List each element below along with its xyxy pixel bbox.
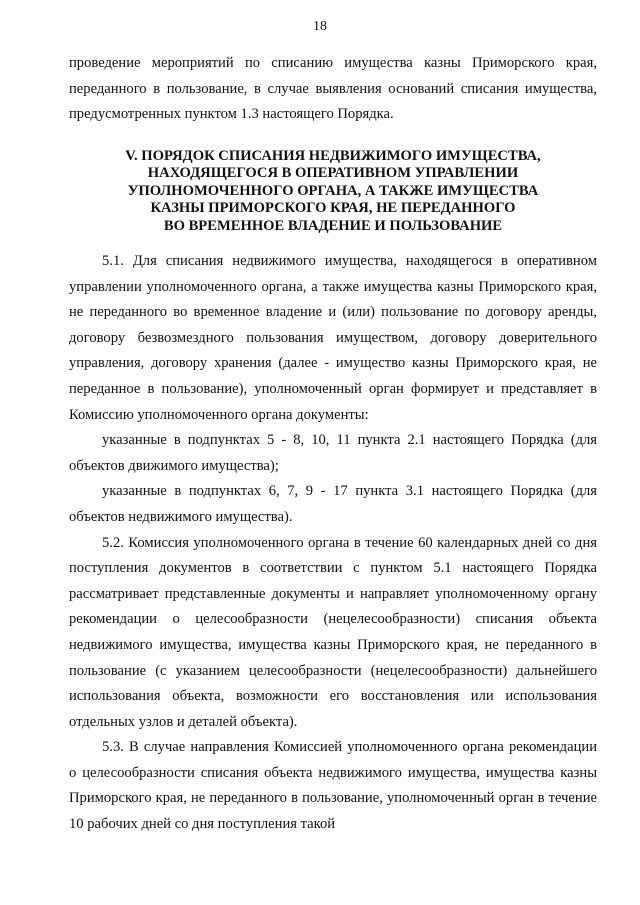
list-item-immovable-docs: указанные в подпунктах 6, 7, 9 - 17 пункта 3.1 настоящего Порядка (для объектов недвижимого имущества). (69, 483, 597, 525)
paragraph-5-2: 5.2. Комиссия уполномоченного органа в течение 60 календарных дней со дня поступления документов в соответствии с пунктом 5.1 настоящего Порядка рассматривает представленные документы и направляет уполномоченному органу рекомендации о целесообразности (нецелесообразности) списания объекта недвижимого имущества, имущества казны Приморского края, не переданного в пользование (с указанием целесообразности (нецелесообразности) дальнейшего использования объекта, возможности его восстановления или использования отдельных узлов и деталей объекта). (69, 534, 597, 730)
intro-block (69, 51, 597, 128)
section-heading-line: ВО ВРЕМЕННОЕ ВЛАДЕНИЕ И ПОЛЬЗОВАНИЕ (163, 217, 503, 234)
list-item-movable-docs: указанные в подпунктах 5 - 8, 10, 11 пункта 2.1 настоящего Порядка (для объектов движимого имущества); (69, 432, 597, 474)
page-number: 18 (313, 19, 327, 34)
section-heading-line: V. ПОРЯДОК СПИСАНИЯ НЕДВИЖИМОГО ИМУЩЕСТВА, (125, 148, 541, 164)
intro-paragraph: проведение мероприятий по списанию имущества казны Приморского края, переданного в пользование, в случае выявления оснований списания имущества, предусмотренных пунктом 1.3 настоящего Порядка. (69, 55, 597, 123)
section-heading-line: УПОЛНОМОЧЕННОГО ОРГАНА, А ТАКЖЕ ИМУЩЕСТВА (127, 182, 539, 199)
paragraph-5-1: 5.1. Для списания недвижимого имущества, находящегося в оперативном управлении уполномоченного органа, а также имущества казны Приморского края, не переданного во временное владение и (или) пользование по договору аренды, договору безвозмездного пользования имуществом, договору доверительного управления, договору хранения (далее - имущество казны Приморского края, не переданное в пользование), уполномоченный орган формирует и представляет в Комиссию уполномоченного органа документы: (69, 253, 597, 423)
paragraph-5-3: 5.3. В случае направления Комиссией уполномоченного органа рекомендации о целесообразности списания объекта недвижимого имущества, имущества казны Приморского края, не переданного в пользование, уполномоченный орган в течение 10 рабочих дней со дня поступления такой (69, 739, 597, 833)
section-heading-line: НАХОДЯЩЕГОСЯ В ОПЕРАТИВНОМ УПРАВЛЕНИИ (147, 165, 519, 182)
section-body (69, 249, 597, 838)
section-heading-line: КАЗНЫ ПРИМОРСКОГО КРАЯ, НЕ ПЕРЕДАННОГО (150, 200, 516, 217)
section-heading (69, 148, 597, 235)
